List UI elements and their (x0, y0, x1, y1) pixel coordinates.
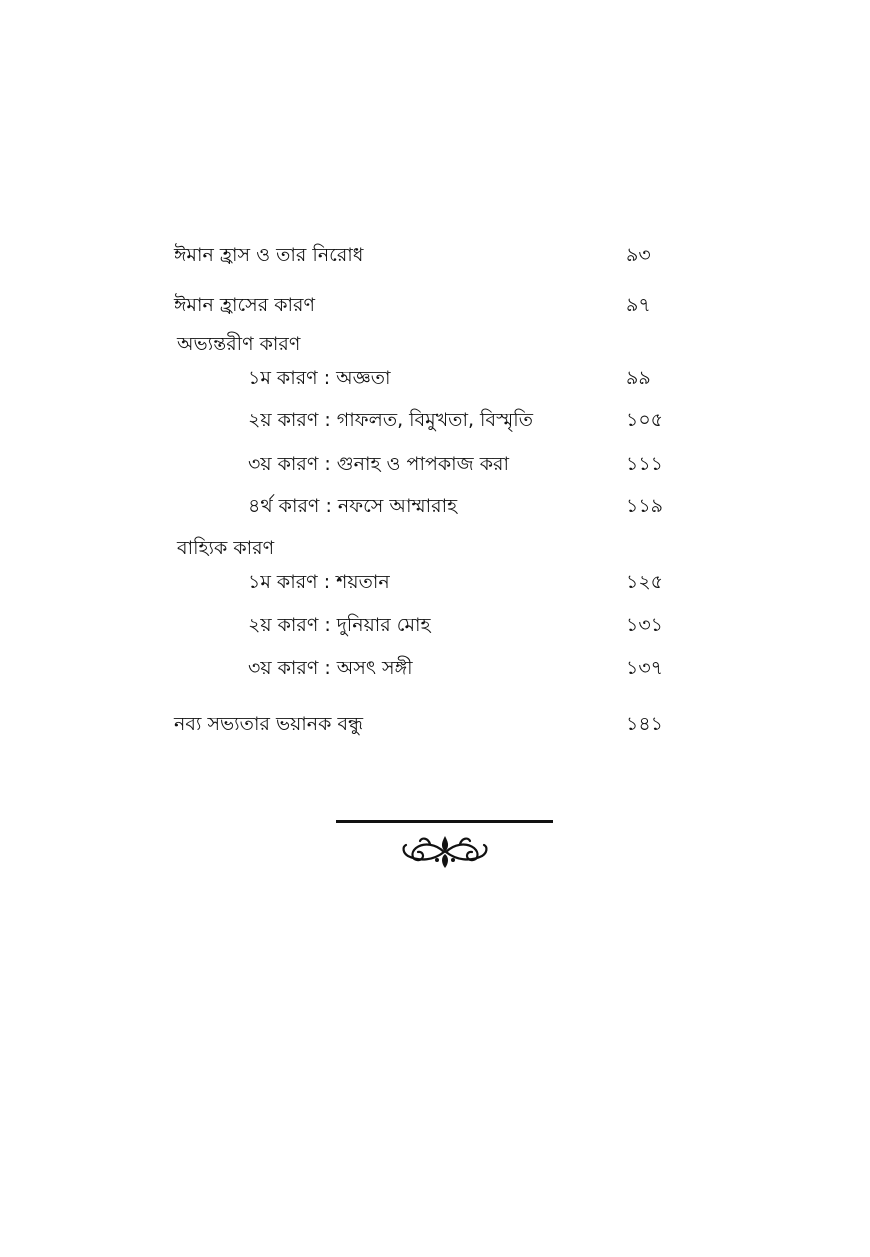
toc-entry-title: ৩য় কারণ : অসৎ সঙ্গী (248, 657, 413, 679)
toc-entry-page: ১৪১ (626, 713, 663, 735)
toc-entry-title: ১ম কারণ : শয়তান (248, 571, 390, 593)
toc-entry (0, 491, 870, 521)
toc-entry-page: ১৩৭ (626, 657, 664, 679)
toc-entry (0, 405, 870, 435)
toc-entry-title: ২য় কারণ : গাফলত, বিমুখতা, বিস্মৃতি (248, 409, 533, 431)
toc-entry (0, 653, 870, 683)
toc-entry-page: ১০৫ (626, 409, 664, 431)
toc-entry-title: নব্য সভ্যতার ভয়ানক বন্ধু (174, 713, 364, 735)
toc-entry (0, 240, 870, 270)
toc-entry-title: ৩য় কারণ : গুনাহ ও পাপকাজ করা (248, 453, 509, 475)
toc-entry-page: ৯৯ (626, 367, 651, 389)
divider-rule (336, 820, 553, 823)
toc-entry-page: ১১৯ (626, 495, 663, 517)
toc-entry-page: ১৩১ (626, 614, 664, 636)
toc-entry-title: ঈমান হ্রাসের কারণ (174, 294, 315, 316)
toc-entry-title: ২য় কারণ : দুনিয়ার মোহ (248, 614, 431, 636)
toc-section-title: অভ্যন্তরীণ কারণ (177, 333, 301, 355)
toc-entry (0, 567, 870, 597)
toc-section-heading (0, 329, 870, 359)
toc-entry-title: ৪র্থ কারণ : নফসে আম্মারাহ (248, 495, 458, 517)
toc-entry (0, 449, 870, 479)
toc-entry-page: ৯৭ (626, 294, 651, 316)
toc-entry (0, 290, 870, 320)
toc-section-heading (0, 533, 870, 563)
toc-section-title: বাহ্যিক কারণ (177, 537, 275, 559)
toc-entry-page: ৯৩ (626, 244, 651, 266)
floral-scroll-icon (400, 830, 490, 870)
toc-entry (0, 363, 870, 393)
end-ornament (335, 818, 555, 878)
toc-entry-title: ঈমান হ্রাস ও তার নিরোধ (174, 244, 364, 266)
toc-entry (0, 709, 870, 739)
toc-entry-title: ১ম কারণ : অজ্ঞতা (248, 367, 391, 389)
toc-entry-page: ১২৫ (626, 571, 664, 593)
toc-entry-page: ১১১ (626, 453, 663, 475)
toc-entry (0, 610, 870, 640)
